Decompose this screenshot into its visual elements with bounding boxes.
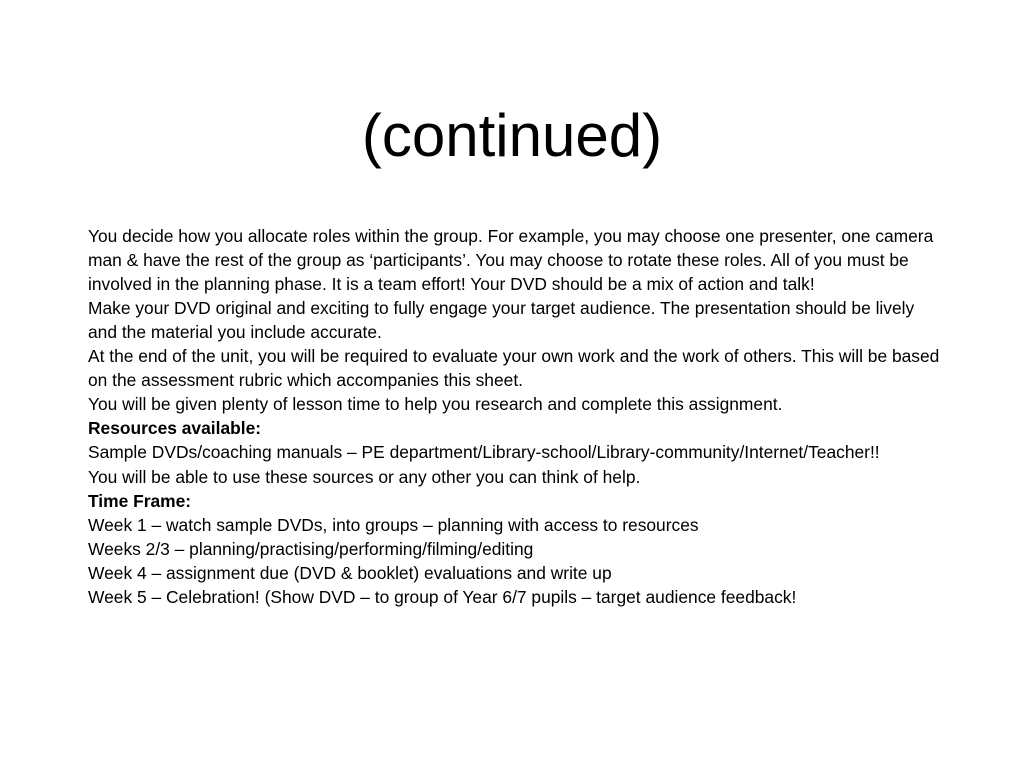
week-5-item: Week 5 – Celebration! (Show DVD – to group of Year 6/7 pupils – target audience feedback! [88, 587, 797, 607]
roles-paragraph: You decide how you allocate roles within the group. For example, you may choose one presenter, one camera man & have the rest of the group as ‘participants’. You may choose to rotate these roles. All of you must be involved in the planning phase. It is a team effort! Your DVD should be a mix of action and talk! [88, 226, 934, 294]
resources-heading: Resources available: [88, 418, 262, 438]
slide-title: (continued) [361, 102, 663, 169]
resources-list: Sample DVDs/coaching manuals – PE department/Library-school/Library-community/Internet/Teacher!! [88, 442, 880, 462]
weeks-2-3-item: Weeks 2/3 – planning/practising/performing/filming/editing [88, 539, 534, 559]
slide-body [88, 224, 948, 609]
time-frame-heading: Time Frame: [88, 491, 192, 511]
evaluation-paragraph: At the end of the unit, you will be required to evaluate your own work and the work of others. This will be based on the assessment rubric which accompanies this sheet. [88, 346, 940, 390]
originality-paragraph: Make your DVD original and exciting to fully engage your target audience. The presentation should be lively and the material you include accurate. [88, 298, 915, 342]
week-4-item: Week 4 – assignment due (DVD & booklet) evaluations and write up [88, 563, 612, 583]
week-1-item: Week 1 – watch sample DVDs, into groups – planning with access to resources [88, 515, 699, 535]
lesson-time-paragraph: You will be given plenty of lesson time to help you research and complete this assignment. [88, 394, 783, 414]
sources-paragraph: You will be able to use these sources or any other you can think of help. [88, 467, 641, 487]
